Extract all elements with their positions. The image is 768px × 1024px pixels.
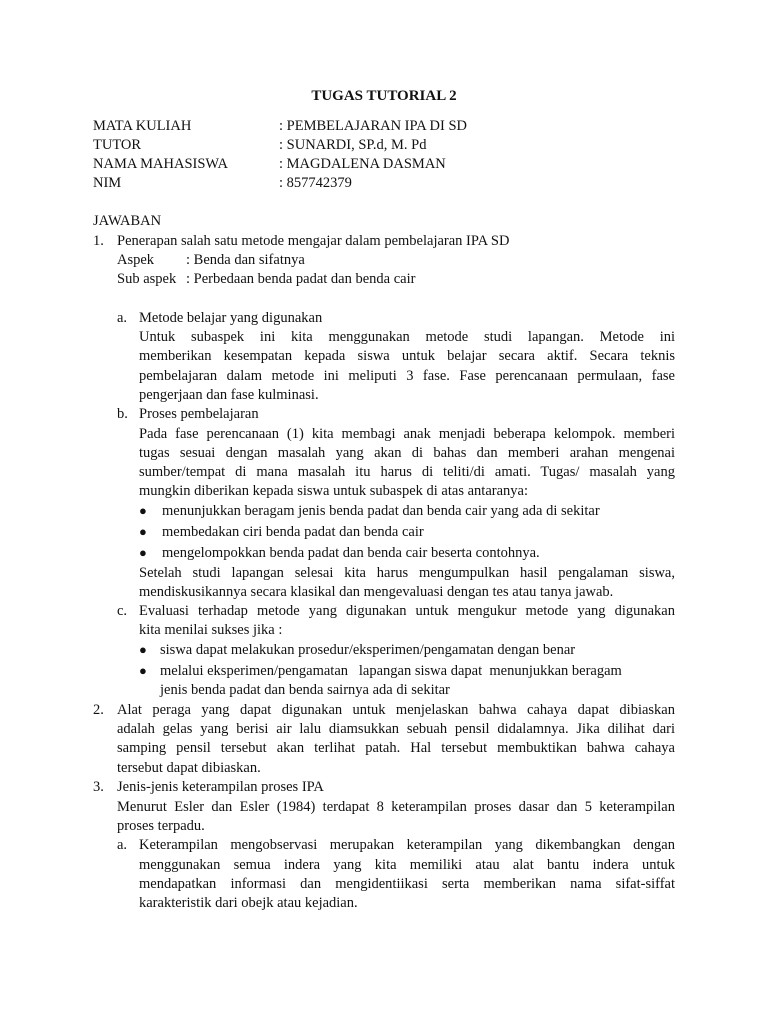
document-title: TUGAS TUTORIAL 2 — [311, 88, 457, 104]
bullet-icon: ● — [139, 663, 147, 678]
q3-number: 3. — [93, 779, 104, 795]
q3a-line: menggunakan semua indera yang kita memiliki atau alat bantu indera untuk — [139, 857, 675, 873]
q2-line: samping pensil tersebut akan terlihat patah. Hal tersebut membuktikan bahwa cahaya — [117, 740, 675, 756]
info-value-mata-kuliah: : PEMBELAJARAN IPA DI SD — [279, 118, 467, 134]
q1a-marker: a. — [117, 310, 128, 326]
q3a-line: mendapatkan informasi dan mengidentiikasi serta memberikan nama sifat-siffat — [139, 876, 675, 892]
q1b-line: Pada fase perencanaan (1) kita membagi anak menjadi beberapa kelompok. memberi — [139, 426, 675, 442]
q1c-line: Evaluasi terhadap metode yang digunakan untuk mengukur metode yang digunakan — [139, 603, 675, 619]
q3-intro-line: proses terpadu. — [117, 818, 205, 834]
q1-aspek-label: Aspek — [117, 252, 155, 268]
q1-number: 1. — [93, 233, 104, 249]
q1c-bullet-item: melalui eksperimen/pengamatan lapangan siswa dapat menunjukkan beragam — [160, 663, 622, 679]
q3-intro-line: Menurut Esler dan Esler (1984) terdapat 8 keterampilan proses dasar dan 5 keterampilan — [117, 799, 675, 815]
info-value-nim: : 857742379 — [279, 175, 352, 191]
info-value-tutor: : SUNARDI, SP.d, M. Pd — [279, 137, 427, 153]
bullet-icon: ● — [139, 503, 147, 518]
q3a-line: Keterampilan mengobservasi merupakan keterampilan yang dikembangkan dengan — [139, 837, 675, 853]
bullet-icon: ● — [139, 642, 147, 657]
info-label-nama: NAMA MAHASISWA — [93, 156, 228, 172]
info-value-nama: : MAGDALENA DASMAN — [279, 156, 446, 172]
q1c-bullet-continuation: jenis benda padat dan benda sairnya ada di sekitar — [160, 682, 450, 698]
info-label-nim: NIM — [93, 175, 122, 191]
q1c-bullet-item: siswa dapat melakukan prosedur/eksperimen/pengamatan dengan benar — [160, 642, 576, 658]
q1b-heading: Proses pembelajaran — [139, 406, 259, 422]
q1-subaspek-label: Sub aspek — [117, 271, 177, 287]
q1a-line: pembelajaran dalam metode ini meliputi 3 fase. Fase perencanaan permulaan, fase — [139, 368, 675, 384]
q1b-marker: b. — [117, 406, 128, 422]
bullet-icon: ● — [139, 545, 147, 560]
q2-line: adalah gelas yang berisi air lalu diamsukkan sebuah pensil didalamnya. Jika dilihat dari — [117, 721, 675, 737]
q1-subaspek-value: : Perbedaan benda padat dan benda cair — [186, 271, 416, 287]
q1a-line: Untuk subaspek ini kita menggunakan metode studi lapangan. Metode ini — [139, 329, 675, 345]
q1b-bullet-item: membedakan ciri benda padat dan benda cair — [162, 524, 424, 540]
q1b-line: sumber/tempat di mana masalah itu harus di teliti/di amati. Tugas/ masalah yang — [139, 464, 675, 480]
q3-heading: Jenis-jenis keterampilan proses IPA — [117, 779, 324, 795]
q3a-marker: a. — [117, 837, 128, 853]
q1b-after-line: mendiskusikannya secara klasikal dan mengevaluasi dengan tes atau tanya jawab. — [139, 584, 614, 600]
section-heading-jawaban: JAWABAN — [93, 213, 162, 229]
q1b-after-line: Setelah studi lapangan selesai kita harus mengumpulkan hasil pengalaman siswa, — [139, 565, 675, 581]
q1b-line: tugas sesuai dengan masalah yang akan di bahas dan memberi arahan mengenai — [139, 445, 675, 461]
q3a-line: karakteristik dari obejk atau kejadian. — [139, 895, 358, 911]
q1b-bullet-item: mengelompokkan benda padat dan benda cair beserta contohnya. — [162, 545, 540, 561]
info-label-mata-kuliah: MATA KULIAH — [93, 118, 192, 134]
q1-aspek-value: : Benda dan sifatnya — [186, 252, 305, 268]
q1a-line: pengerjaan dan fase kulminasi. — [139, 387, 319, 403]
q1-text: Penerapan salah satu metode mengajar dalam pembelajaran IPA SD — [117, 233, 510, 249]
q1b-bullet-item: menunjukkan beragam jenis benda padat dan benda cair yang ada di sekitar — [162, 503, 600, 519]
q1a-line: memberikan kesempatan kepada siswa untuk belajar secara aktif. Secara teknis — [139, 348, 675, 364]
q1c-marker: c. — [117, 603, 128, 619]
q1b-line: mungkin diberikan kepada siswa untuk subaspek di atas antaranya: — [139, 483, 528, 499]
info-label-tutor: TUTOR — [93, 137, 142, 153]
q1a-heading: Metode belajar yang digunakan — [139, 310, 323, 326]
q2-number: 2. — [93, 702, 104, 718]
q2-line: tersebut dapat dibiaskan. — [117, 760, 261, 776]
q1c-line: kita menilai sukses jika : — [139, 622, 283, 638]
bullet-icon: ● — [139, 524, 147, 539]
q2-line: Alat peraga yang dapat digunakan untuk menjelaskan bahwa cahaya dapat dibiaskan — [117, 702, 675, 718]
